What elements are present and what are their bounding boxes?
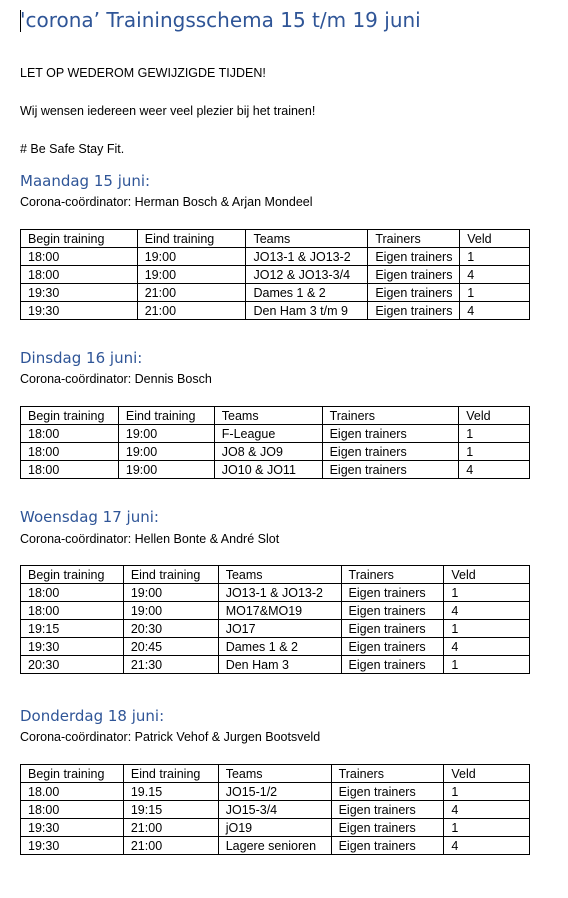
table-cell: 1: [460, 284, 530, 302]
table-cell: 20:30: [21, 656, 124, 674]
column-header: Eind training: [123, 566, 218, 584]
table-cell: 4: [444, 837, 530, 855]
table-cell: 18:00: [21, 425, 119, 443]
table-cell: JO13-1 & JO13-2: [218, 584, 341, 602]
table-cell: JO10 & JO11: [214, 461, 322, 479]
table-cell: 21:00: [123, 837, 218, 855]
table-cell: Eigen trainers: [368, 266, 460, 284]
table-cell: 19:00: [118, 443, 214, 461]
table-row: [21, 837, 530, 855]
table-cell: JO17: [218, 620, 341, 638]
table-cell: Eigen trainers: [322, 443, 459, 461]
table-header-row: [21, 230, 530, 248]
table-header-row: [21, 566, 530, 584]
column-header: Eind training: [118, 407, 214, 425]
table-cell: 19:30: [21, 284, 138, 302]
column-header: Veld: [460, 230, 530, 248]
table-row: [21, 819, 530, 837]
table-row: [21, 266, 530, 284]
table-cell: 19.15: [123, 783, 218, 801]
table-row: [21, 248, 530, 266]
table-row: [21, 620, 530, 638]
column-header: Trainers: [341, 566, 444, 584]
column-header: Trainers: [322, 407, 459, 425]
column-header: Eind training: [123, 765, 218, 783]
table-header-row: [21, 407, 530, 425]
table-cell: 19:30: [21, 819, 124, 837]
table-cell: Eigen trainers: [341, 656, 444, 674]
day-heading-woensdag: Woensdag 17 juni:: [20, 508, 159, 526]
schedule-table-maandag: [20, 229, 530, 320]
table-cell: 18:00: [21, 801, 124, 819]
table-cell: Eigen trainers: [341, 584, 444, 602]
table-cell: 4: [460, 302, 530, 320]
column-header: Trainers: [331, 765, 444, 783]
table-cell: Eigen trainers: [322, 461, 459, 479]
table-cell: 18.00: [21, 783, 124, 801]
column-header: Begin training: [21, 765, 124, 783]
coordinator-donderdag: Corona-coördinator: Patrick Vehof & Jurgen Bootsveld: [20, 730, 321, 744]
coordinator-maandag: Corona-coördinator: Herman Bosch & Arjan Mondeel: [20, 195, 313, 209]
table-cell: JO15-1/2: [218, 783, 331, 801]
table-cell: 19:00: [137, 248, 246, 266]
table-cell: 1: [459, 443, 530, 461]
table-cell: Eigen trainers: [331, 819, 444, 837]
table-cell: 4: [444, 602, 530, 620]
table-row: [21, 284, 530, 302]
table-row: [21, 783, 530, 801]
table-cell: 18:00: [21, 461, 119, 479]
column-header: Teams: [218, 566, 341, 584]
table-row: [21, 425, 530, 443]
table-cell: Dames 1 & 2: [246, 284, 368, 302]
table-cell: Eigen trainers: [368, 284, 460, 302]
table-cell: 18:00: [21, 266, 138, 284]
table-cell: 19:30: [21, 302, 138, 320]
table-cell: 18:00: [21, 584, 124, 602]
column-header: Teams: [214, 407, 322, 425]
table-cell: Eigen trainers: [322, 425, 459, 443]
document-title: 'corona’ Trainingsschema 15 t/m 19 juni: [20, 8, 421, 32]
greeting-line: Wij wensen iedereen weer veel plezier bij het trainen!: [20, 104, 316, 118]
table-row: [21, 461, 530, 479]
slogan-line: # Be Safe Stay Fit.: [20, 142, 125, 156]
table-cell: 1: [444, 819, 530, 837]
table-cell: 4: [459, 461, 530, 479]
table-cell: Den Ham 3: [218, 656, 341, 674]
table-cell: 19:00: [118, 425, 214, 443]
table-cell: 20:45: [123, 638, 218, 656]
column-header: Veld: [444, 765, 530, 783]
table-cell: Eigen trainers: [368, 248, 460, 266]
table-row: [21, 584, 530, 602]
table-header-row: [21, 765, 530, 783]
table-cell: 19:00: [118, 461, 214, 479]
table-cell: 19:00: [123, 584, 218, 602]
table-cell: 20:30: [123, 620, 218, 638]
column-header: Teams: [218, 765, 331, 783]
column-header: Trainers: [368, 230, 460, 248]
table-cell: 19:30: [21, 837, 124, 855]
table-cell: 1: [444, 783, 530, 801]
table-cell: Eigen trainers: [368, 302, 460, 320]
table-cell: 21:00: [123, 819, 218, 837]
table-cell: 4: [444, 638, 530, 656]
table-cell: 19:15: [123, 801, 218, 819]
schedule-table-donderdag: [20, 764, 530, 855]
table-cell: Eigen trainers: [341, 620, 444, 638]
table-cell: 1: [444, 656, 530, 674]
table-cell: 1: [460, 248, 530, 266]
table-cell: 1: [444, 584, 530, 602]
notice-line: LET OP WEDEROM GEWIJZIGDE TIJDEN!: [20, 66, 266, 80]
table-cell: JO15-3/4: [218, 801, 331, 819]
table-row: [21, 443, 530, 461]
table-cell: 18:00: [21, 248, 138, 266]
coordinator-woensdag: Corona-coördinator: Hellen Bonte & André Slot: [20, 532, 280, 546]
table-row: [21, 638, 530, 656]
table-cell: 21:00: [137, 284, 246, 302]
day-heading-maandag: Maandag 15 juni:: [20, 172, 151, 190]
table-row: [21, 302, 530, 320]
schedule-table-woensdag: [20, 565, 530, 674]
coordinator-dinsdag: Corona-coördinator: Dennis Bosch: [20, 372, 212, 386]
table-cell: 21:00: [137, 302, 246, 320]
column-header: Teams: [246, 230, 368, 248]
table-row: [21, 656, 530, 674]
table-cell: Eigen trainers: [341, 602, 444, 620]
day-heading-donderdag: Donderdag 18 juni:: [20, 707, 165, 725]
table-cell: 19:30: [21, 638, 124, 656]
table-cell: Eigen trainers: [331, 783, 444, 801]
table-cell: 19:00: [137, 266, 246, 284]
table-cell: JO12 & JO13-3/4: [246, 266, 368, 284]
column-header: Eind training: [137, 230, 246, 248]
table-cell: Dames 1 & 2: [218, 638, 341, 656]
column-header: Begin training: [21, 230, 138, 248]
schedule-table-dinsdag: [20, 406, 530, 479]
column-header: Veld: [444, 566, 530, 584]
table-cell: 19:15: [21, 620, 124, 638]
table-row: [21, 801, 530, 819]
table-row: [21, 602, 530, 620]
table-cell: Eigen trainers: [331, 837, 444, 855]
table-cell: 1: [459, 425, 530, 443]
column-header: Begin training: [21, 566, 124, 584]
table-cell: 1: [444, 620, 530, 638]
table-cell: Lagere senioren: [218, 837, 331, 855]
table-cell: Eigen trainers: [331, 801, 444, 819]
table-cell: 4: [444, 801, 530, 819]
table-cell: Eigen trainers: [341, 638, 444, 656]
table-cell: JO8 & JO9: [214, 443, 322, 461]
table-cell: 19:00: [123, 602, 218, 620]
table-cell: jO19: [218, 819, 331, 837]
table-cell: Den Ham 3 t/m 9: [246, 302, 368, 320]
table-cell: MO17&MO19: [218, 602, 341, 620]
table-cell: F-League: [214, 425, 322, 443]
table-cell: 18:00: [21, 443, 119, 461]
column-header: Begin training: [21, 407, 119, 425]
table-cell: 4: [460, 266, 530, 284]
table-cell: 18:00: [21, 602, 124, 620]
table-cell: 21:30: [123, 656, 218, 674]
table-cell: JO13-1 & JO13-2: [246, 248, 368, 266]
day-heading-dinsdag: Dinsdag 16 juni:: [20, 349, 143, 367]
column-header: Veld: [459, 407, 530, 425]
